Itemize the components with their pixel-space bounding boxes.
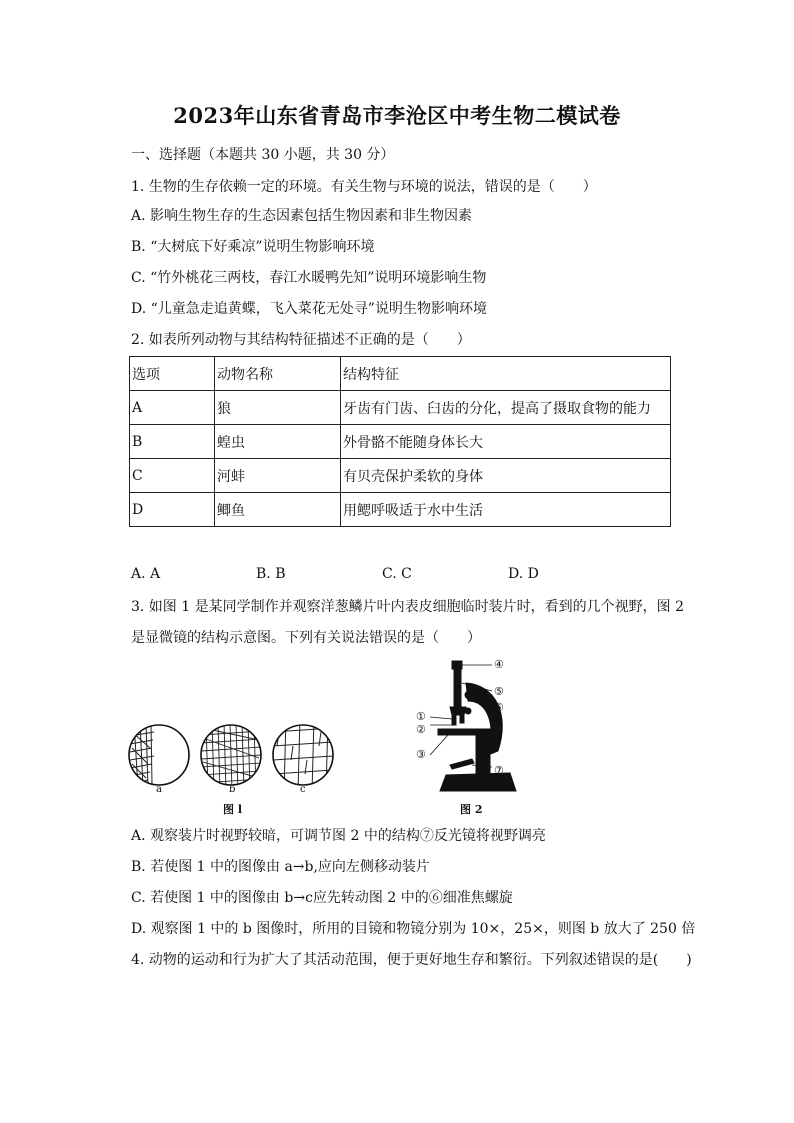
q1-option-a: A. 影响生物生存的生态因素包括生物因素和非生物因素 <box>131 208 473 224</box>
q3-stem-line2: 是显微镜的结构示意图。下列有关说法错误的是（ ） <box>131 630 481 646</box>
q4-stem: 4. 动物的运动和行为扩大了其活动范围，便于更好地生存和繁衍。下列叙述错误的是( ) <box>131 952 692 968</box>
marker-1: ① <box>416 710 426 723</box>
page-title: 2023年山东省青岛市李沧区中考生物二模试卷 <box>173 103 621 128</box>
table-row <box>130 459 671 493</box>
table-header-cell: 动物名称 <box>215 357 341 391</box>
table-cell: B <box>130 425 215 459</box>
figure-1-caption: 图 l <box>223 803 243 816</box>
table-cell: 狼 <box>215 391 341 425</box>
table-cell: C <box>130 459 215 493</box>
section-heading: 一、选择题（本题共 30 小题，共 30 分） <box>131 147 395 163</box>
q3-option-d: D. 观察图 1 中的 b 图像时，所用的目镜和物镜分别为 10×，25×，则图 b 放大了 250 倍 <box>131 921 696 937</box>
table-cell: 外骨骼不能随身体长大 <box>341 425 671 459</box>
table-cell: 河蚌 <box>215 459 341 493</box>
q2-choice-c: C. C <box>382 566 412 582</box>
table-cell: A <box>130 391 215 425</box>
table-cell: 鲫鱼 <box>215 493 341 527</box>
q3-stem-line1: 3. 如图 1 是某同学制作并观察洋葱鳞片叶内表皮细胞临时装片时，看到的几个视野，图 2 <box>131 599 684 615</box>
marker-6: ⑥ <box>494 701 504 714</box>
table-cell: 有贝壳保护柔软的身体 <box>341 459 671 493</box>
marker-2: ② <box>416 723 426 736</box>
q1-option-d: D. “儿童急走追黄蝶，飞入菜花无处寻”说明生物影响环境 <box>131 301 487 317</box>
q3-option-a: A. 观察装片时视野较暗，可调节图 2 中的结构⑦反光镜将视野调亮 <box>131 828 546 844</box>
table-cell: 蝗虫 <box>215 425 341 459</box>
figure-1-label-b: b <box>229 784 236 795</box>
table-header-row <box>130 357 671 391</box>
view-a-cells <box>130 722 154 788</box>
marker-3: ③ <box>416 748 426 761</box>
table-row <box>130 391 671 425</box>
q3-option-b: B. 若使图 1 中的图像由 a→b,应向左侧移动装片 <box>131 859 430 875</box>
figure-1-label-c: c <box>300 784 306 795</box>
marker-7: ⑦ <box>494 764 504 777</box>
figure-2-microscope <box>410 655 540 795</box>
marker-5: ⑤ <box>494 685 504 698</box>
q1-option-c: C. “竹外桃花三两枝，春江水暖鸭先知”说明环境影响生物 <box>131 270 487 286</box>
table-header-cell: 选项 <box>130 357 215 391</box>
table-cell: D <box>130 493 215 527</box>
table-cell: 牙齿有门齿、臼齿的分化，提高了摄取食物的能力 <box>341 391 671 425</box>
q1-stem: 1. 生物的生存依赖一定的环境。有关生物与环境的说法，错误的是（ ） <box>131 179 597 195</box>
table-cell: 用鳃呼吸适于水中生活 <box>341 493 671 527</box>
q2-choice-b: B. B <box>256 566 286 582</box>
table-row <box>130 493 671 527</box>
q2-choice-d: D. D <box>508 566 539 582</box>
figure-1-label-a: a <box>156 784 162 795</box>
q2-stem: 2. 如表所列动物与其结构特征描述不正确的是（ ） <box>131 332 471 348</box>
view-c-cells <box>273 718 333 792</box>
figure-2-caption: 图 2 <box>460 803 483 816</box>
table-row <box>130 425 671 459</box>
q2-table <box>129 356 671 527</box>
q2-choice-a: A. A <box>131 566 161 582</box>
q3-option-c: C. 若使图 1 中的图像由 b→c应先转动图 2 中的⑥细准焦螺旋 <box>131 890 513 906</box>
q1-option-b: B. “大树底下好乘凉”说明生物影响环境 <box>131 239 375 255</box>
marker-4: ④ <box>494 658 504 671</box>
table-header-cell: 结构特征 <box>341 357 671 391</box>
figure-1-microscope-views <box>128 718 338 793</box>
